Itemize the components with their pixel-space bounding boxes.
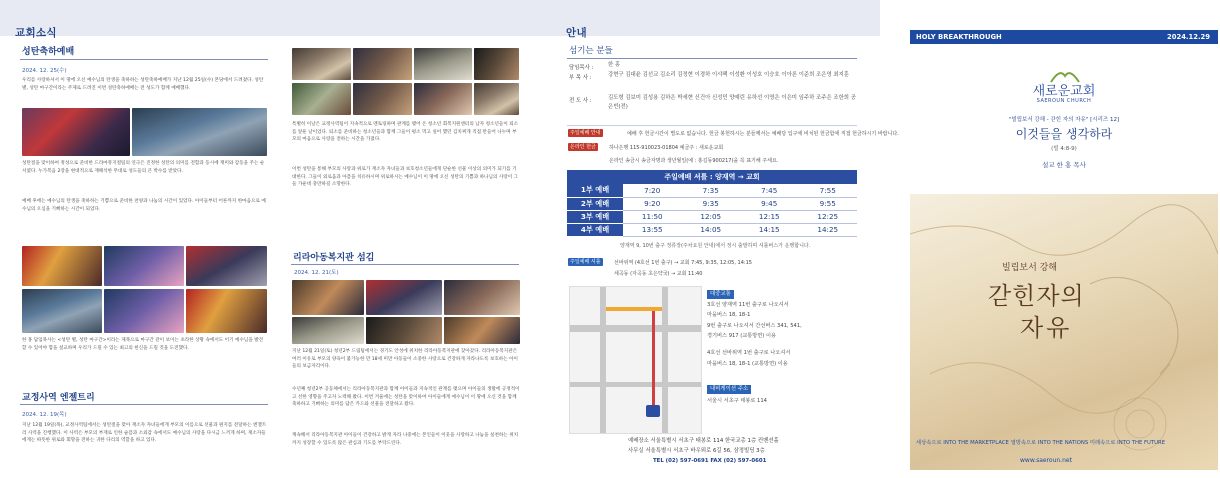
time-cell: 7:20 [623, 184, 682, 197]
sermon-reference: (빌 4:8-9) [1051, 146, 1077, 152]
time-cell: 14:15 [740, 223, 799, 236]
online-offering-text: 하나은행 115-910023-01804 예금주 : 새로운교회 [609, 145, 724, 151]
shuttle-table [567, 184, 857, 237]
worship-address: 예배장소 서울특별시 서초구 태봉로 114 한국교총 1층 컨벤션홀 [628, 438, 779, 444]
time-cell: 9:20 [623, 197, 682, 210]
table-row [567, 210, 857, 223]
transit-line: 경기버스 917 (교통방면) 이용 [707, 333, 777, 339]
welfare-paragraph: 지난 12월 21일(토) 청년2부 드림팀에서는 경기도 안성에 위치한 리라아동복지관에 찾아갔다. 리라아동복지관은 여러 이유로 부모의 양육이 불가능한 만 18세 미만 아동들이 소중한 사랑으로 건강하게 자라나도록 보호하는 아이들의 보금자리이다. [292, 349, 518, 370]
angel-tree-date: 2024. 12. 19(목) [22, 412, 67, 418]
shuttle-note: 양재역 9, 10번 출구 정류장(주차요원 안내)에서 정시 출발하며 셔틀버스가 운행합니다. [620, 243, 811, 249]
church-marker-icon [646, 405, 660, 417]
musical-photo [22, 246, 102, 286]
map-road [570, 325, 702, 332]
parchment-map [910, 194, 1218, 470]
preacher: 설교 한 홍 목사 [1042, 161, 1086, 169]
location-map[interactable] [569, 286, 702, 434]
contact-numbers: TEL (02) 597-0691 FAX (02) 597-0601 [653, 458, 767, 464]
transit-line: 마을버스 18, 18-1 [707, 312, 751, 318]
musical-photo [104, 246, 184, 286]
welfare-photo [292, 280, 364, 315]
christmas-paragraph: 성탄절을 맞이하여 정성으로 준비한 드라마뮤지컬팀의 연극은 진정한 성탄의 의미를 전함과 동시에 재미와 감동을 주는 순서였다. 누가복음 2장을 현대적으로 재해석한 무대로 성도들의 큰 박수를 받았다. [22, 161, 265, 174]
table-row [567, 184, 857, 197]
worship-photo [132, 108, 267, 156]
online-offering-note: 온라인 송금시 송금자명과 생년월일(예 : 홍길동900217)을 꼭 표기해 주세요. [609, 158, 779, 164]
event-photo [292, 48, 351, 80]
cover-bar [910, 30, 1218, 44]
cover-footer-slogan: 세상속으로 INTO THE MARKETPLACE 열방속으로 INTO THE NATIONS 미래속으로 INTO THE FUTURE [916, 440, 1166, 446]
youth-center-paragraph: 특별히 이날은 교정사역팀이 지속적으로 멘토링하며 관계를 맺어 온 청소년 회복지원센터의 남자 청소년들이 퇴소를 앞둔 날이었다. 퇴소를 준비하는 청소년들과 함께 그들이 평소 먹고 싶어 했던 김치찌개 직접 만들어 나누며 부모의 마음으로 사랑을 전하는 시간을 가졌다. [292, 122, 519, 143]
christmas-paragraph: 예배 후에는 예수님의 탄생을 축하하는 기쁨으로 준비한 찬양과 나눔의 시간이 있었다. 아이들부터 어른까지 한마음으로 예수님의 오심을 기뻐하는 시간이 되었다. [22, 199, 266, 212]
online-offering-tag: 온라인 헌금 [570, 144, 596, 150]
welfare-center-title: 리라아동복지관 섬김 [293, 253, 375, 263]
service-label: 1부 예배 [567, 184, 623, 197]
big-title-line2: 자유 [1020, 314, 1073, 342]
big-title-line1: 갇힌자의 [988, 282, 1085, 310]
welfare-photo [366, 280, 442, 315]
time-cell: 12:15 [740, 210, 799, 223]
divider [20, 404, 268, 405]
navigation-address: 서울시 서초구 태봉로 114 [707, 398, 767, 404]
staff-value: 한 홍 [608, 62, 621, 68]
section-title: 교회소식 [15, 27, 57, 39]
bulletin-cover [910, 22, 1218, 470]
shuttle-table-header: 주일예배 셔틀 : 양재역 → 교회 [567, 170, 857, 184]
welfare-center-date: 2024. 12. 21(토) [294, 270, 339, 276]
staff-label: 부 목 사 : [569, 75, 592, 81]
time-cell: 11:50 [623, 210, 682, 223]
welfare-photo [292, 317, 364, 344]
map-route [652, 311, 655, 411]
transit-line: 9번 출구로 나오셔서 간선버스 341, 541, [707, 323, 802, 329]
angel-tree-title: 교정사역 엔젤트리 [22, 393, 95, 403]
time-cell: 9:55 [799, 197, 858, 210]
christmas-date: 2024. 12. 25(수) [22, 68, 67, 74]
transit-line: 4호선 선바위역 1번 출구로 나오셔서 [707, 350, 791, 356]
event-photo [474, 83, 519, 115]
website-link[interactable]: www.saeroun.net [1020, 457, 1072, 464]
staff-value: 김도형 김보미 김성용 김하은 박세현 신건아 신성민 양예린 유하선 이영은 이은미 임주하 조주은 조한희 공은빈(전) [608, 95, 856, 110]
welfare-paragraph: 계속해서 리라아동복지관 아이들이 건강하고 밝게 자라 나중에는 본인들이 이웃을 사랑하고 나눔을 실천하는 위치까지 성장할 수 있도록 많은 관심과 기도를 부탁드린다. [292, 433, 519, 446]
musical-photo [186, 246, 267, 286]
series-label: "빌립보서 강해 - 갇힌 자의 자유" [시리즈 12] [1008, 117, 1120, 123]
event-photo [414, 48, 472, 80]
time-cell: 7:55 [799, 184, 858, 197]
christmas-paragraph: 우리를 사랑하셔서 이 땅에 오신 예수님의 탄생을 축하하는 성탄축하예배가 지난 12월 25일(수) 본당에서 드려졌다. 성탄 별, 성탄 마구간이라는 주제로 드려진 이번 성탄축하예배는 전 성도가 함께 예배했다. [22, 78, 264, 91]
service-label: 4부 예배 [567, 223, 623, 236]
map-road [662, 287, 668, 434]
welfare-photo [366, 317, 442, 344]
time-cell: 7:45 [740, 184, 799, 197]
book-label: 빌립보서 강해 [1002, 263, 1058, 273]
time-cell: 12:05 [682, 210, 741, 223]
stage-photo [22, 289, 102, 333]
event-photo [414, 83, 472, 115]
angel-tree-paragraph: 지난 12월 19일(목), 교정사역팀에서는 성탄절을 맞아 재소자 자녀들에게 부모의 이름으로 선물과 편지를 전달하는 엔젤트리 사역을 진행했다. 이 사역은 부모의 부재로 인한 슬픔과 소외감 속에서도 예수님의 사랑을 다시금 느끼게 하며, 재소자들에게는 따뜻한 위로와 회망을 전하는 귀한 다리의 역할을 하고 있다. [22, 423, 267, 444]
time-cell: 14:05 [682, 223, 741, 236]
time-cell: 9:35 [682, 197, 741, 210]
event-photo [353, 83, 412, 115]
event-photo [292, 83, 351, 115]
youth-center-paragraph: 이번 성탄을 통해 부모의 사랑과 위로가 재소자 자녀들과 보호청소년들에게 단순한 선물 이상의 의미가 되기를 기대한다. 그들이 외로움과 아픔을 치유하시며 위로하시는 예수님이 이 땅에 오신 성탄의 기쁨과 하나님의 사랑이 그들 가운데 충만하길 소망한다. [292, 167, 519, 188]
navigation-tag: 내비게이션 주소 [707, 385, 751, 394]
transit-line: 마을버스 18, 18-1 (교통방면) 이용 [707, 361, 788, 367]
shuttle-line: 선바위역 (4호선 1번 출구) → 교회 7:45, 9:35, 12:05, 14:15 [614, 260, 752, 266]
stage-photo [104, 289, 184, 333]
left-panel [0, 0, 535, 478]
time-cell: 7:35 [682, 184, 741, 197]
time-cell: 9:45 [740, 197, 799, 210]
event-photo [474, 48, 519, 80]
sermon-summary: 한 홍 담임목사는 <성탄 별, 성탄 마구간>이라는 제목으로 마구간 같이 보이는 초라한 상황 속에서도 이기 예수님을 발견할 수 있어야 함을 설교하며 우리가 드릴 수 있는 최고의 헌신을 드릴 것을 도전했다. [22, 338, 264, 351]
church-name: 새로운교회 [1032, 84, 1096, 99]
map-road [570, 382, 702, 387]
shuttle-line: 세곡동 (자곡동 초은약국) → 교회 11:40 [614, 271, 703, 277]
office-address: 사무실 서울특별시 서초구 바우뫼로 6길 56, 삼정빌딩 3층 [628, 448, 765, 454]
cover-date: 2024.12.29 [1167, 33, 1210, 41]
event-photo [353, 48, 412, 80]
staff-label: 전 도 사 : [569, 98, 592, 104]
staff-value: 강현구 김대윤 김선교 김소리 김정현 이경하 이샤팩 이성환 이성호 이승호 이아론 이준희 조은영 최지훈 [608, 72, 849, 78]
service-label: 3부 예배 [567, 210, 623, 223]
welfare-photo [444, 280, 520, 315]
divider [567, 125, 857, 126]
divider [20, 59, 268, 60]
notice-text: 예배 후 헌금시간이 별도로 없습니다. 헌금 봉헌하시는 분들께서는 예배당 입구에 비치된 헌금함에 직접 헌금하시기 바랍니다. [627, 131, 899, 137]
time-cell: 14:25 [799, 223, 858, 236]
table-row [567, 223, 857, 236]
time-cell: 12:25 [799, 210, 858, 223]
service-label: 2부 예배 [567, 197, 623, 210]
christmas-title: 성탄축하예배 [22, 47, 75, 57]
cover-tagline: HOLY BREAKTHROUGH [916, 33, 1002, 41]
header-band [0, 0, 535, 36]
transit-line: 3호선 양재역 11번 출구로 나오셔서 [707, 302, 789, 308]
time-cell: 13:55 [623, 223, 682, 236]
info-title: 안내 [566, 27, 587, 39]
christmas-photo [22, 108, 130, 156]
staff-title: 섬기는 분들 [569, 46, 613, 56]
welfare-photo [444, 317, 520, 344]
shuttle-tag: 주일예배 셔틀 [570, 259, 601, 265]
stage-photo [186, 289, 267, 333]
welfare-paragraph: 수년째 청년2부 공동체에서는 리라아동복지관과 함께 아이들과 지속적인 관계를 맺으며 아이들의 생활에 긍정적이고 선한 영향을 주고자 노력해 왔다. 이번 겨울에는 성탄을 맞이하여 아이들에게 예수님이 이 땅에 오신 것을 함께 축하하고 기뻐하는 의미를 담은 카드와 선물을 전달하고 왔다. [292, 387, 520, 408]
table-row [567, 197, 857, 210]
sermon-title: 이것들을 생각하라 [1015, 127, 1113, 141]
staff-label: 담임목사 : [569, 65, 594, 71]
transit-tag: 대중교통 [707, 290, 734, 299]
divider [567, 58, 857, 59]
church-name-en: SAEROUN CHURCH [1036, 98, 1092, 104]
divider [291, 264, 519, 265]
notice-tag: 주일예배 안내 [570, 130, 601, 136]
